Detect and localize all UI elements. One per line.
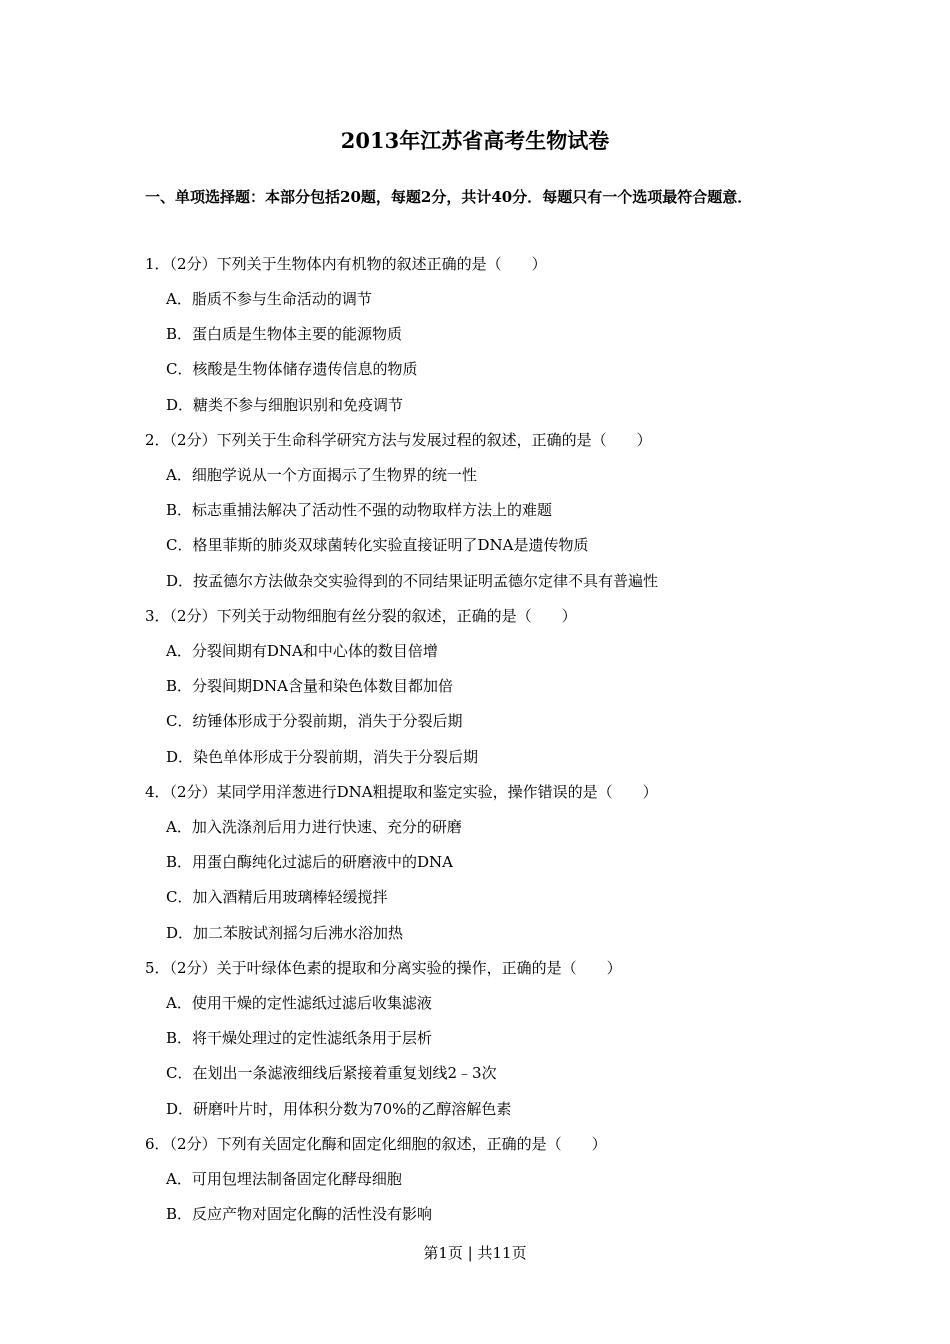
question-3-option-a: A．分裂间期有DNA和中心体的数目倍增 [166,642,438,660]
question-5-option-a: A．使用干燥的定性滤纸过滤后收集滤液 [166,994,432,1012]
question-3-option-c: C．纺锤体形成于分裂前期，消失于分裂后期 [166,712,463,730]
question-5-option-b: B．将干燥处理过的定性滤纸条用于层析 [166,1029,433,1047]
question-4-stem: 4．（2分）某同学用洋葱进行DNA粗提取和鉴定实验，操作错误的是（ ） [145,783,658,801]
question-4-option-c: C．加入酒精后用玻璃棒轻缓搅拌 [166,888,388,906]
question-4-option-d: D．加二苯胺试剂摇匀后沸水浴加热 [166,924,404,942]
section-heading: 一、单项选择题：本部分包括20题，每题2分，共计40分．每题只有一个选项最符合题意． [145,188,753,206]
question-6-stem: 6．（2分）下列有关固定化酶和固定化细胞的叙述，正确的是（ ） [145,1135,607,1153]
question-1-option-c: C．核酸是生物体储存遗传信息的物质 [166,360,418,378]
question-2-option-a: A．细胞学说从一个方面揭示了生物界的统一性 [166,466,477,484]
question-2-option-d: D．按孟德尔方法做杂交实验得到的不同结果证明孟德尔定律不具有普遍性 [166,572,659,590]
question-1-stem: 1．（2分）下列关于生物体内有机物的叙述正确的是（ ） [145,255,547,273]
question-2-option-c: C．格里菲斯的肺炎双球菌转化实验直接证明了DNA是遗传物质 [166,536,589,554]
question-1-option-a: A．脂质不参与生命活动的调节 [166,290,372,308]
question-3-option-b: B．分裂间期DNA含量和染色体数目都加倍 [166,677,454,695]
question-6-option-b: B．反应产物对固定化酶的活性没有影响 [166,1205,433,1223]
question-5-option-d: D．研磨叶片时，用体积分数为70%的乙醇溶解色素 [166,1100,512,1118]
question-4-option-b: B．用蛋白酶纯化过滤后的研磨液中的DNA [166,853,454,871]
question-2-stem: 2．（2分）下列关于生命科学研究方法与发展过程的叙述，正确的是（ ） [145,431,652,449]
question-5-option-c: C．在划出一条滤液细线后紧接着重复划线2﹣3次 [166,1064,497,1082]
question-3-option-d: D．染色单体形成于分裂前期，消失于分裂后期 [166,748,479,766]
question-1-option-d: D．糖类不参与细胞识别和免疫调节 [166,396,404,414]
page-footer: 第1页 | 共11页 [423,1244,527,1262]
question-5-stem: 5．（2分）关于叶绿体色素的提取和分离实验的操作，正确的是（ ） [145,959,622,977]
page-title: 2013年江苏省高考生物试卷 [340,128,610,153]
question-6-option-a: A．可用包埋法制备固定化酵母细胞 [166,1170,402,1188]
question-2-option-b: B．标志重捕法解决了活动性不强的动物取样方法上的难题 [166,501,553,519]
question-3-stem: 3．（2分）下列关于动物细胞有丝分裂的叙述，正确的是（ ） [145,607,577,625]
question-1-option-b: B．蛋白质是生物体主要的能源物质 [166,325,403,343]
question-4-option-a: A．加入洗涤剂后用力进行快速、充分的研磨 [166,818,462,836]
